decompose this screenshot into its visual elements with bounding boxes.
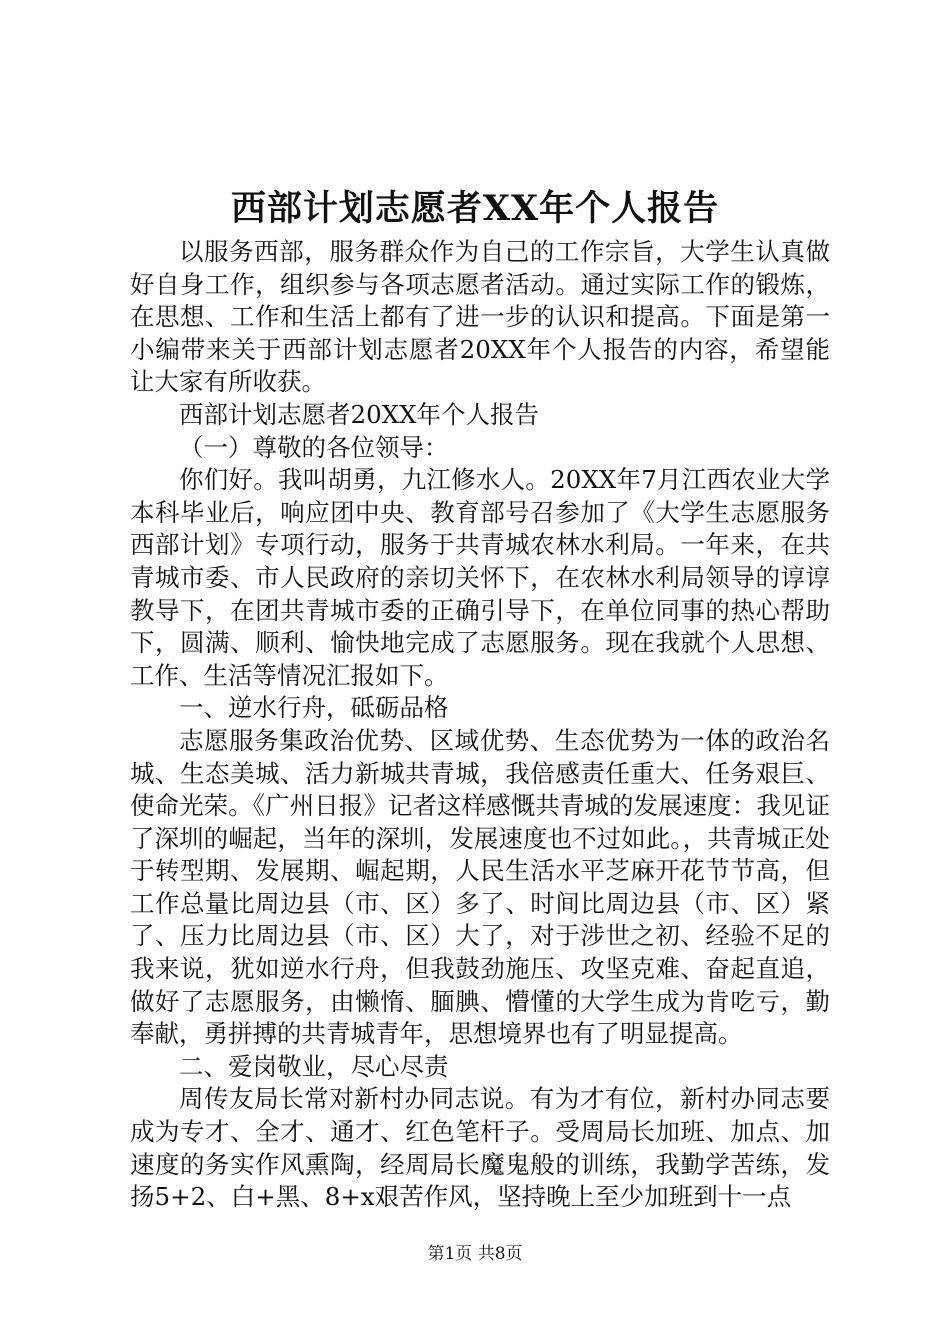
- paragraph-greeting: 你们好。我叫胡勇，九江修水人。20XX年7月江西农业大学本科毕业后，响应团中央、教育部号召参加了《大学生志愿服务西部计划》专项行动，服务于共青城农林水利局。一年来，在共青城市委、市人民政府的亲切关怀下，在农林水利局领导的谆谆教导下，在团共青城市委的正确引导下，在单位同事的热心帮助下，圆满、顺利、愉快地完成了志愿服务。现在我就个人思想、工作、生活等情况汇报如下。: [130, 465, 830, 690]
- section-heading-1: 一、逆水行舟，砥砺品格: [179, 693, 449, 723]
- paragraph-subtitle: 西部计划志愿者20XX年个人报告: [179, 399, 540, 429]
- document-body: [130, 236, 830, 1214]
- paragraph-salutation: （一）尊敬的各位领导：: [179, 432, 449, 462]
- paragraph-section-1: 志愿服务集政治优势、区域优势、生态优势为一体的政治名城、生态美城、活力新城共青城，我倍感责任重大、任务艰巨、使命光荣。《广州日报》记者这样感慨共青城的发展速度：我见证了深圳的崛起，当年的深圳，发展速度也不过如此。，共青城正处于转型期、发展期、崛起期，人民生活水平芝麻开花节节高，但工作总量比周边县（市、区）多了、时间比周边县（市、区）紧了、压力比周边县（市、区）大了，对于涉世之初、经验不足的我来说，犹如逆水行舟，但我鼓劲施压、攻坚克难、奋起直追，做好了志愿服务，由懒惰、腼腆、懵懂的大学生成为肯吃亏，勤奉献，勇拼搏的共青城青年，思想境界也有了明显提高。: [130, 725, 830, 1049]
- document-title: 西部计划志愿者XX年个人报告: [230, 188, 720, 229]
- paragraph-intro: 以服务西部，服务群众作为自己的工作宗旨，大学生认真做好自身工作，组织参与各项志愿者活动。通过实际工作的锻炼，在思想、工作和生活上都有了进一步的认识和提高。下面是第一小编带来关于西部计划志愿者20XX年个人报告的内容，希望能让大家有所收获。: [130, 237, 830, 397]
- section-heading-2: 二、爱岗敬业，尽心尽责: [179, 1051, 449, 1081]
- page-footer: 第1页 共8页: [427, 1244, 523, 1264]
- paragraph-section-2: 周传友局长常对新村办同志说。有为才有位，新村办同志要成为专才、全才、通才、红色笔杆子。受周局长加班、加点、加速度的务实作风熏陶，经周局长魔鬼般的训练，我勤学苦练，发扬5+2、白+黑、8+x艰苦作风，坚持晚上至少加班到十一点: [130, 1084, 830, 1212]
